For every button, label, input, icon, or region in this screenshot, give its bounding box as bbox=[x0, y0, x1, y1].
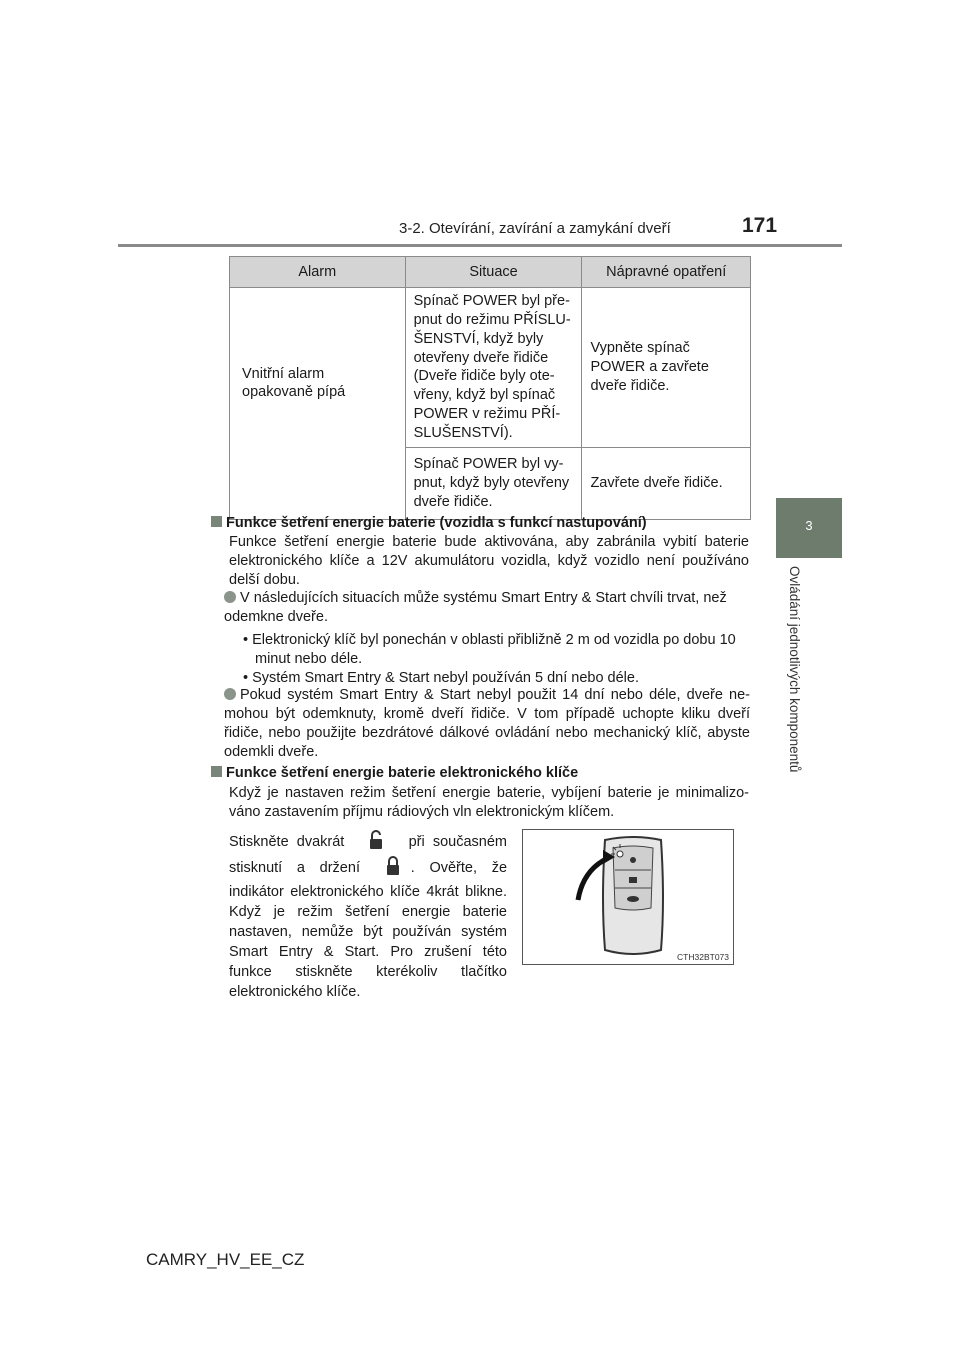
list-item: • Elektronický klíč byl ponechán v oblasti přibližně 2 m od vozidla po dobu 10 minut nebo déle. bbox=[243, 632, 736, 667]
paragraph-battery-saving-vehicle: Funkce šetření energie baterie bude aktivována, aby zabránila vybití baterie elektronického klíče a 12V akumulátoru vozidla, když vozidlo není používáno delší dobu. bbox=[229, 534, 749, 588]
alarm-cell: Vnitřní alarm opakovaně pípá bbox=[230, 288, 406, 520]
alarm-table bbox=[229, 256, 751, 520]
table-row bbox=[230, 288, 751, 448]
bullet-delay: V následujících situacích může systému Smart Entry & Start chvíli trvat, než odemkne dveře. bbox=[224, 590, 727, 625]
square-bullet-icon bbox=[211, 516, 222, 527]
situation-cell: Spínač POWER byl pře-pnut do režimu PŘÍSLU-ŠENSTVÍ, když byly otevřeny dveře řidiče (Dveře řidiče byly ote-vřeny, když byl spínač POWER v režimu PŘÍ-SLUŠENSTVÍ). bbox=[405, 288, 582, 448]
page-number: 171 bbox=[742, 214, 778, 237]
chapter-title: Ovládání jednotlivých komponentů bbox=[787, 566, 802, 773]
header-action: Nápravné opatření bbox=[582, 257, 751, 288]
round-bullet-icon bbox=[224, 591, 236, 603]
sub-list bbox=[229, 631, 749, 688]
header-divider bbox=[118, 244, 842, 247]
key-instructions: Stiskněte dvakrát při současném stisknutí a držení . Ověřte, že indikátor elektronického klíče 4krát blikne. Když je režim šetření energie baterie nastaven, nemůže být používán systém Smart Entry & Start. Pro zrušení této funkce stiskněte kterékoliv tlačítko elektronického klíče. bbox=[229, 830, 507, 1002]
heading-battery-saving-key: Funkce šetření energie baterie elektronického klíče bbox=[211, 764, 578, 783]
list-item: • Systém Smart Entry & Start nebyl používán 5 dní nebo déle. bbox=[243, 670, 639, 686]
bullet-14-days: Pokud systém Smart Entry & Start nebyl použit 14 dní nebo déle, dveře ne-mohou být odemknuty, kromě dveří řidiče. V tom případě uchopte kliku dveří řidiče, nebo použijte bezdrátové dálkové ovládání nebo mechanický klíč, abyste odemkli dveře. bbox=[224, 687, 750, 760]
section-title: 3-2. Otevírání, zavírání a zamykání dveří bbox=[399, 220, 671, 237]
round-bullet-icon bbox=[224, 688, 236, 700]
chapter-tab bbox=[776, 498, 842, 558]
header-alarm: Alarm bbox=[230, 257, 406, 288]
model-code: CAMRY_HV_EE_CZ bbox=[146, 1250, 305, 1269]
lock-icon bbox=[385, 856, 401, 882]
paragraph-battery-saving-key: Když je nastaven režim šetření energie baterie, vybíjení baterie je minimalizo-váno zastavením příjmu rádiových vln elektronickým klíčem. bbox=[229, 785, 749, 820]
heading-battery-saving-vehicle: Funkce šetření energie baterie (vozidla s funkcí nastupování) bbox=[211, 514, 647, 533]
square-bullet-icon bbox=[211, 766, 222, 777]
electronic-key-illustration bbox=[523, 830, 733, 964]
situation-cell: Spínač POWER byl vy-pnut, když byly otevřeny dveře řidiče. bbox=[405, 447, 582, 519]
electronic-key-figure bbox=[522, 829, 734, 965]
unlock-icon bbox=[368, 830, 384, 856]
header-situation: Situace bbox=[405, 257, 582, 288]
table-header-row bbox=[230, 257, 751, 288]
chapter-number: 3 bbox=[805, 518, 813, 533]
action-cell: Zavřete dveře řidiče. bbox=[582, 447, 751, 519]
action-cell: Vypněte spínač POWER a zavřete dveře řidiče. bbox=[582, 288, 751, 448]
figure-code: CTH32BT073 bbox=[677, 952, 729, 962]
